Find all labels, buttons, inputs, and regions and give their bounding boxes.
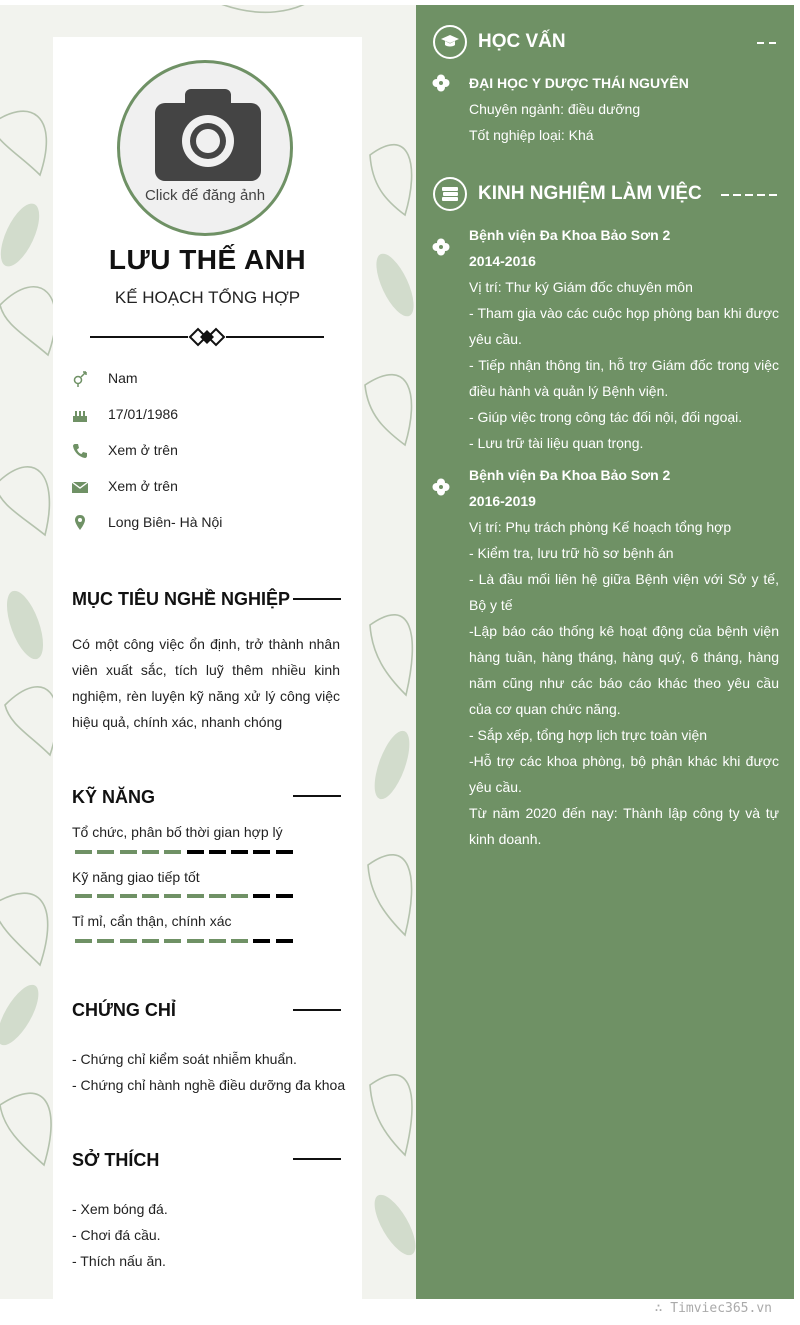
job-line: - Lưu trữ tài liệu quan trọng.	[469, 435, 644, 451]
skill-segment-filled	[75, 894, 92, 898]
flower-bullet-icon	[432, 238, 450, 256]
job-line: - Sắp xếp, tổng hợp lịch trực toàn viện	[469, 727, 708, 743]
flower-bullet-icon	[432, 74, 450, 92]
skill-segment-empty	[187, 850, 204, 854]
education-title-dash	[757, 42, 777, 44]
job-entry	[469, 222, 779, 456]
skills-title-line	[293, 795, 341, 797]
objective-title-line	[293, 598, 341, 600]
skill-segment-filled	[209, 939, 226, 943]
books-icon	[441, 185, 459, 203]
certificate-item: - Chứng chỉ kiểm soát nhiễm khuẩn.	[72, 1051, 297, 1067]
skill-segment-filled	[187, 894, 204, 898]
birthday-cake-icon	[72, 407, 88, 423]
skill-segment-filled	[142, 939, 159, 943]
camera-icon	[155, 89, 261, 181]
education-major: Chuyên ngành: điều dưỡng	[469, 101, 641, 117]
graduation-cap-icon	[441, 33, 459, 51]
skill-segment-empty	[209, 850, 226, 854]
skill-segment-empty	[253, 894, 270, 898]
certificates-title: CHỨNG CHỈ	[72, 1000, 176, 1020]
avatar-label: Click để đăng ảnh	[144, 187, 266, 204]
map-marker-icon	[72, 515, 88, 531]
skill-name: Tỉ mỉ, cẩn thận, chính xác	[72, 913, 232, 929]
skill-segment-empty	[231, 850, 248, 854]
job-line: - Kiểm tra, lưu trữ hồ sơ bệnh án	[469, 545, 674, 561]
experience-title: KINH NGHIỆM LÀM VIỆC	[478, 183, 702, 204]
gender-text: Nam	[108, 370, 138, 386]
skill-segment-empty	[276, 894, 293, 898]
job-line: -Lập báo cáo thống kê hoạt động của bệnh viện hàng tuần, hàng tháng, hàng quý, 6 tháng, hàng năm cũng như các báo cáo khác theo yêu cầu của cơ quan chức năng.	[469, 623, 779, 717]
skill-segment-filled	[75, 939, 92, 943]
skill-segment-filled	[120, 850, 137, 854]
skill-segment-filled	[231, 894, 248, 898]
job-entry	[469, 462, 779, 852]
objective-title: MỤC TIÊU NGHỀ NGHIỆP	[72, 589, 291, 609]
skill-segment-filled	[187, 939, 204, 943]
job-line: - Giúp việc trong công tác đối nội, đối ngoại.	[469, 409, 743, 425]
skill-segment-empty	[253, 939, 270, 943]
hobby-item: - Thích nấu ăn.	[72, 1253, 166, 1269]
certificates-list	[72, 1046, 345, 1098]
job-line: Vị trí: Thư ký Giám đốc chuyên môn	[469, 279, 693, 295]
flower-bullet-icon	[432, 478, 450, 496]
skill-segment-filled	[164, 939, 181, 943]
skill-segment-filled	[209, 894, 226, 898]
hobby-item: - Chơi đá cầu.	[72, 1227, 161, 1243]
job-line: - Tiếp nhận thông tin, hỗ trợ Giám đốc trong việc điều hành và quản lý Bệnh viện.	[469, 357, 779, 399]
email-text: Xem ở trên	[108, 478, 178, 494]
skill-segment-filled	[164, 894, 181, 898]
job-line: Từ năm 2020 đến nay: Thành lập công ty và tự kinh doanh.	[469, 805, 779, 847]
experience-header-icon	[433, 177, 467, 211]
skill-segment-filled	[142, 850, 159, 854]
skill-segment-empty	[253, 850, 270, 854]
experience-title-dash	[721, 194, 778, 196]
skills-title: KỸ NĂNG	[72, 787, 156, 807]
skill-segment-empty	[276, 850, 293, 854]
birthday-text: 17/01/1986	[108, 406, 179, 422]
job-title: KẾ HOẠCH TỔNG HỢP	[114, 288, 301, 307]
job-company: Bệnh viện Đa Khoa Bảo Sơn 2	[469, 227, 671, 243]
candidate-name: LƯU THẾ ANH	[108, 244, 307, 275]
address-text: Long Biên- Hà Nội	[108, 514, 223, 530]
job-line: - Là đầu mối liên hệ giữa Bệnh viện với Sở y tế, Bộ y tế	[469, 571, 779, 613]
hobbies-title: SỞ THÍCH	[72, 1150, 160, 1170]
phone-icon	[72, 443, 88, 459]
skill-segment-filled	[97, 894, 114, 898]
job-line: - Tham gia vào các cuộc họp phòng ban khi được yêu cầu.	[469, 305, 779, 347]
gender-icon	[72, 371, 88, 387]
objective-text: Có một công việc ổn định, trở thành nhân viên xuất sắc, tích luỹ thêm nhiều kinh nghiệm, rèn luyện kỹ năng xử lý công việc hiệu quả, chính xác, nhanh chóng	[72, 636, 340, 730]
name-divider	[90, 326, 324, 348]
envelope-icon	[72, 479, 88, 495]
certificates-title-line	[293, 1009, 341, 1011]
skill-segment-filled	[75, 850, 92, 854]
job-company: Bệnh viện Đa Khoa Bảo Sơn 2	[469, 467, 671, 483]
skill-segment-filled	[120, 939, 137, 943]
skill-name: Tổ chức, phân bố thời gian hợp lý	[72, 824, 283, 840]
skill-name: Kỹ năng giao tiếp tốt	[72, 869, 200, 885]
education-school: ĐẠI HỌC Y DƯỢC THÁI NGUYÊN	[469, 75, 689, 91]
phone-text: Xem ở trên	[108, 442, 178, 458]
certificate-item: - Chứng chỉ hành nghề điều dưỡng đa khoa	[72, 1077, 346, 1093]
skill-segment-filled	[164, 850, 181, 854]
avatar-upload[interactable]	[117, 60, 293, 236]
skill-segment-filled	[231, 939, 248, 943]
education-header-icon	[433, 25, 467, 59]
job-period: 2016-2019	[469, 493, 536, 509]
hobby-item: - Xem bóng đá.	[72, 1201, 168, 1217]
education-graduation: Tốt nghiệp loại: Khá	[469, 127, 594, 143]
skill-segment-filled	[142, 894, 159, 898]
skill-segment-filled	[120, 894, 137, 898]
skill-segment-filled	[97, 939, 114, 943]
footer-watermark: ∴ Timviec365.vn	[654, 1301, 772, 1316]
job-line: Vị trí: Phụ trách phòng Kế hoạch tổng hợp	[469, 519, 732, 535]
hobbies-list	[72, 1196, 168, 1274]
skill-segment-empty	[276, 939, 293, 943]
job-line: -Hỗ trợ các khoa phòng, bộ phận khác khi được yêu cầu.	[469, 753, 779, 795]
education-title: HỌC VẤN	[478, 31, 566, 52]
hobbies-title-line	[293, 1158, 341, 1160]
job-period: 2014-2016	[469, 253, 536, 269]
skill-segment-filled	[97, 850, 114, 854]
